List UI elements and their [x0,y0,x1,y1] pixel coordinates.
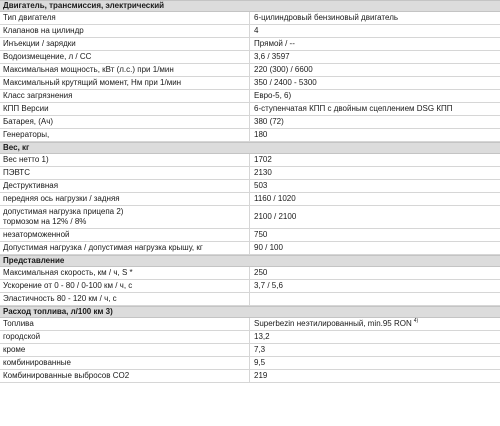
row-label: Эластичность 80 - 120 км / ч, с [0,293,250,305]
table-row [0,357,500,370]
table-row [0,370,500,383]
row-value: 3,6 / 3597 [254,52,290,61]
row-label-line: допустимая нагрузка прицепа 2) [3,207,124,216]
row-label [0,206,250,228]
row-label: Комбинированные выбросов CO2 [0,370,250,382]
table-row [0,180,500,193]
table-row [0,12,500,25]
row-label: Максимальная скорость, км / ч, S * [0,267,250,279]
row-value: 7,3 [254,345,266,354]
table-row [0,129,500,142]
row-label: Деструктивная [0,180,250,192]
table-row [0,318,500,331]
row-value [250,293,500,305]
row-label: КПП Версии [0,103,250,115]
footnote-marker: 4) [413,317,419,324]
row-label: передняя ось нагрузки / задняя [0,193,250,205]
row-value: 6-ступенчатая КПП с двойным сцеплением DSG КПП [254,104,453,113]
row-value: 219 [254,371,268,380]
section-header-performance: Представление [0,255,500,267]
row-value: 750 [254,230,268,239]
table-row [0,154,500,167]
row-label: Вес нетто 1) [0,154,250,166]
table-row [0,293,500,306]
row-label: незаторможенной [0,229,250,241]
row-label: Ускорение от 0 - 80 / 0-100 км / ч, с [0,280,250,292]
table-row [0,103,500,116]
row-value: Евро-5, 6) [254,91,292,100]
section-header-fuel: Расход топлива, л/100 км 3) [0,306,500,318]
table-row [0,242,500,255]
section-header-engine: Двигатель, трансмиссия, электрический [0,0,500,12]
table-row [0,90,500,103]
row-label: Максимальный крутящий момент, Нм при 1/мин [0,77,250,89]
table-row [0,344,500,357]
row-value: Прямой / -- [254,39,295,48]
row-value: 1160 / 1020 [254,194,296,203]
row-value: 3,7 / 5,6 [254,281,283,290]
table-row [0,229,500,242]
row-label: Инъекции / зарядки [0,38,250,50]
row-value: 350 / 2400 - 5300 [254,78,317,87]
row-value: 2100 / 2100 [254,212,297,221]
table-row [0,51,500,64]
row-value: 9,5 [254,358,266,367]
row-label: Клапанов на цилиндр [0,25,250,37]
table-row [0,167,500,180]
row-label: Максимальная мощность, кВт (л.с.) при 1/мин [0,64,250,76]
row-value: 4 [254,26,259,35]
row-value: 250 [254,268,268,277]
table-row [0,206,500,229]
row-label: городской [0,331,250,343]
row-value: 380 (72) [254,117,284,126]
row-value: 90 / 100 [254,243,283,252]
row-value: 503 [254,181,268,190]
table-row [0,193,500,206]
fuel-type-text: Superbezin неэтилированный, min.95 RON [254,319,412,328]
row-label: Допустимая нагрузка / допустимая нагрузка крышу, кг [0,242,250,254]
table-row [0,116,500,129]
section-header-weight: Вес, кг [0,142,500,154]
row-value: 2130 [254,168,272,177]
row-label: кроме [0,344,250,356]
row-label: Батарея, (Ач) [0,116,250,128]
table-row [0,331,500,344]
row-label-line: тормозом на 12% / 8% [3,217,87,226]
table-row [0,64,500,77]
table-row [0,280,500,293]
row-label: Генераторы, [0,129,250,141]
row-label: Класс загрязнения [0,90,250,102]
row-value: 1702 [254,155,272,164]
row-value: 220 (300) / 6600 [254,65,313,74]
table-row [0,25,500,38]
row-value [250,318,500,330]
table-row [0,267,500,280]
row-value: 180 [254,130,268,139]
row-label: Тип двигателя [0,12,250,24]
row-label: комбинированные [0,357,250,369]
row-label: ПЭВТС [0,167,250,179]
row-label: Топлива [0,318,250,330]
row-label: Водоизмещение, л / CC [0,51,250,63]
table-row [0,38,500,51]
row-value: 13,2 [254,332,270,341]
table-row [0,77,500,90]
row-value: 6-цилиндровый бензиновый двигатель [254,13,399,22]
